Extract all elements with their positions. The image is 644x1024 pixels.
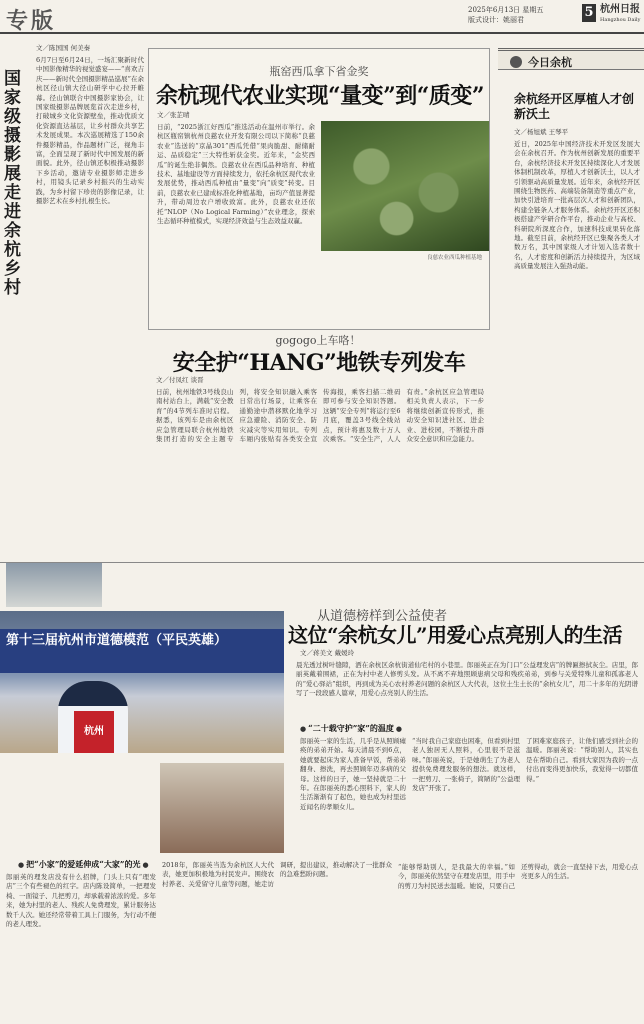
feature-story [0, 562, 644, 1024]
honoree-photo [0, 611, 284, 753]
left-article-title: 国家级摄影展走进余杭乡村 [4, 69, 21, 298]
right-headline: 余杭经开区厚植人才创新沃土 [514, 92, 635, 121]
metro-byline: 文／付凤红 谈晋 [156, 376, 204, 384]
metro-body: 日前，杭州地铁3号线良山南村站台上，满载“安全教育”的4节列车准时启程。据悉，该列车是由余杭区应急管理局联合杭州地铁集团打造的安全主题专列，将安全知识融入乘客日常出行场景，让乘客在通勤途中潜移默化地学习应急避险、消防安全、防灾减灾等实用知识。专列车厢内张贴有各类安全宣传海报，乘客扫描二维码即可参与安全知识答题。这辆“安全专列”将运行至6月底，覆盖3号线全线站点，预计将惠及数十万人次乘客。“安全生产，人人有责。”余杭区应急管理局相关负责人表示，下一步将继续创新宣传形式，推动安全知识进社区、进企业、进校园，不断提升群众安全意识和应急能力。 [156, 388, 484, 444]
watermelon-headline: 余杭现代农业实现“量变”到“质变” [155, 83, 485, 109]
metro-headline: 安全护“HANG”地铁专列发车 [172, 350, 466, 376]
editor-credit: 版式设计：姚丽君 [468, 16, 524, 24]
watermelon-kicker: 瓶窑西瓜拿下省金奖 [269, 65, 369, 78]
feature-headline: 这位“余杭女儿”用爱心点亮别人的生活 [288, 623, 623, 647]
feature-col-4: 郎丽英的理发店没有什么招牌，门头上只有“理发店”三个有些褪色的红字。店内陈设简单，一把理发椅、一面镜子、几把剪刀，却承载着浓浓的爱。多年来，她为村里的老人、残疾人免费理发，累计服务达数千人次。她还经常带着工具上门服务，为行动不便的老人理发。 [6, 873, 156, 929]
feature-subhead-1: ● “二十载守护”家”的温度 ● [300, 723, 402, 734]
honoree-photo-banner: 第十三届杭州市道德模范（平民英雄） [0, 629, 284, 673]
feature-col-5: 2018年，郎丽英当选为余杭区人大代表，她更加积极地为村民发声。围绕农村养老、关爱留守儿童等问题，她走访调研，提出建议，推动解决了一批群众的急难愁盼问题。 [162, 861, 392, 888]
metro-story [148, 332, 490, 542]
feature-col-1: 郎丽英一家的生活，几乎是从照顾瘫痪的弟弟开始。每天清晨不到6点，她就要起床为家人准备早饭，帮弟弟翻身、擦洗，再去照顾年迈多病的父母。这样的日子，她一坚持就是二十年。在郎丽英的悉心照料下，家人的生活渐渐有了起色，她也成为村里远近闻名的孝顺女儿。 [300, 737, 406, 811]
left-article-body: 6月7日至6月24日，一场汇聚新时代中国影像精华的视觉盛宴——“喜欢吉庆——新时代全国摄影精品巡展”在余杭区径山镇大径山研学中心拉开帷幕。径山镇联合中国摄影家协会，让国家级摄影品牌展览首次走进乡村，打破城乡文化资源壁垒，推动优质文化资源直达基层，让乡村群众共享艺术发展成果。本次巡展精选了150余件摄影精品，作品题材广泛，视角丰富，全面呈现了新时代中国发展的新面貌。此外，径山镇还积极推动摄影下乡活动，邀请专业摄影师走进乡村，用镜头记录乡村振兴的生动实践，为乡村留下珍贵的影像记录，让摄影艺术在乡村扎根生长。 [36, 56, 144, 206]
haircut-photo [160, 763, 284, 853]
feature-lead: 晨光透过树叶缝隙，洒在余杭区余杭街道仙宅村的小巷里。郎丽英正在为门口“公益理发店”的牌匾擦拭灰尘。店里，郎丽英戴着围裙，正在为村中老人修剪头发。从不离不弃地照顾患病父母和残疾弟弟，到参与关爱特殊儿童和孤寡老人的“爱心驿站”组织，再到成为关心农村养老问题的余杭区人大代表，这位土生土长的“余杭女儿”，用二十多年的光阴谱写了一段段感人篇章，用爱心点亮别人的生活。 [296, 661, 638, 698]
right-column [498, 48, 644, 558]
date-block [468, 5, 580, 25]
today-logo-icon [510, 56, 522, 68]
watermelon-body: 日前，“2025浙江好西瓜”推选活动在温州市举行。余杭区瓶窑镇杭州良慈农业开发有限公司以下简称“良慈农业”选送的“京晶301”西瓜凭借“果肉脆甜、耐储耐运、品质稳定”三大特性斩获金奖。近年来，“金奖西瓜”的诞生绝非偶然。良慈农业在西瓜品种培育、种植技术、基地建设等方面持续发力，依托余杭区现代农业发展优势，推动西瓜种植由“量变”向“质变”转变。目前，良慈农业已建成标准化种植基地，亩均产值显著提升，带动周边农户增收致富。此外，良慈农业还依托“NLOP（No Logical Farming）”农业理念，探索生态循环种植模式，实现经济效益与生态效益双赢。 [157, 123, 315, 226]
feature-col-2: “当时我自己家庭也困难，但看到村里老人独居无人照料，心里很不是滋味。”郎丽英说，于是她萌生了为老人提供免费理发服务的想法。就这样，一把剪刀、一张椅子，简陋的“公益理发店”开张了。 [412, 737, 520, 793]
watermelon-photo-caption: 良慈农业西瓜种植基地 [427, 255, 483, 261]
feature-byline: 文／蒋美文 戴媛玲 [300, 649, 355, 657]
watermelon-photo [321, 121, 489, 251]
feature-col-6: “能够帮助别人，是我最大的幸福。”如今，郎丽英依然坚守在理发店里，用手中的剪刀为村民送去温暖。她说，只要自己还剪得动，就会一直坚持下去，用爱心点亮更多人的生活。 [398, 863, 638, 890]
newspaper-logo [600, 4, 642, 26]
feature-col-3: 了困难家庭孩子，让他们感受到社会的温暖。郎丽英说：“帮助别人，其实也是在帮助自己。看到大家因为我的一点付出而变得更加快乐，我觉得一切都值得。” [526, 737, 638, 783]
issue-date: 2025年6月13日 星期五 [468, 6, 544, 14]
brand-name: 杭州日报 [600, 4, 640, 15]
right-body: 近日，2025年中国经济技术开发区发展大会在余杭召开。作为杭州创新发展的重要平台，余杭经济技术开发区持续深化人才发展体制机制改革，厚植人才创新沃土，以人才引领驱动高质量发展。近年来，余杭经开区围绕生物医药、高端装备制造等重点产业，加快引进培育一批高层次人才和创新团队，构建全链条人才服务体系。余杭经开区还积极搭建产学研合作平台，推动企业与高校、科研院所深度合作，加速科技成果转化落地。截至目前，余杭经开区已集聚各类人才数万名，其中国家级人才计划入选者数十名，人才密度和创新活力持续提升，为区域高质量发展注入强劲动能。 [514, 140, 640, 271]
watermelon-byline: 文／张芷晴 [157, 111, 190, 119]
today-banner-label: 今日余杭 [528, 56, 572, 69]
left-article-byline: 文／陈国国 何美秦 [36, 44, 91, 52]
today-banner [498, 48, 644, 70]
cleanup-photo [6, 563, 102, 607]
feature-kicker: 从道德榜样到公益使者 [316, 609, 447, 624]
feature-subhead-2: ● 把“小家”的爱延伸成“大家”的光 ● [18, 859, 149, 870]
honoree-sash: 杭州 [74, 711, 114, 753]
watermelon-story [148, 48, 490, 330]
brand-subtitle: Hangzhou Daily [600, 17, 641, 23]
page-masthead [0, 0, 644, 34]
metro-kicker: gogogo上车咯！ [275, 334, 361, 347]
page-number: 5 [582, 4, 596, 22]
right-byline: 文／杨旭斌 王琴平 [514, 128, 569, 136]
section-label: 专版 [6, 8, 57, 34]
